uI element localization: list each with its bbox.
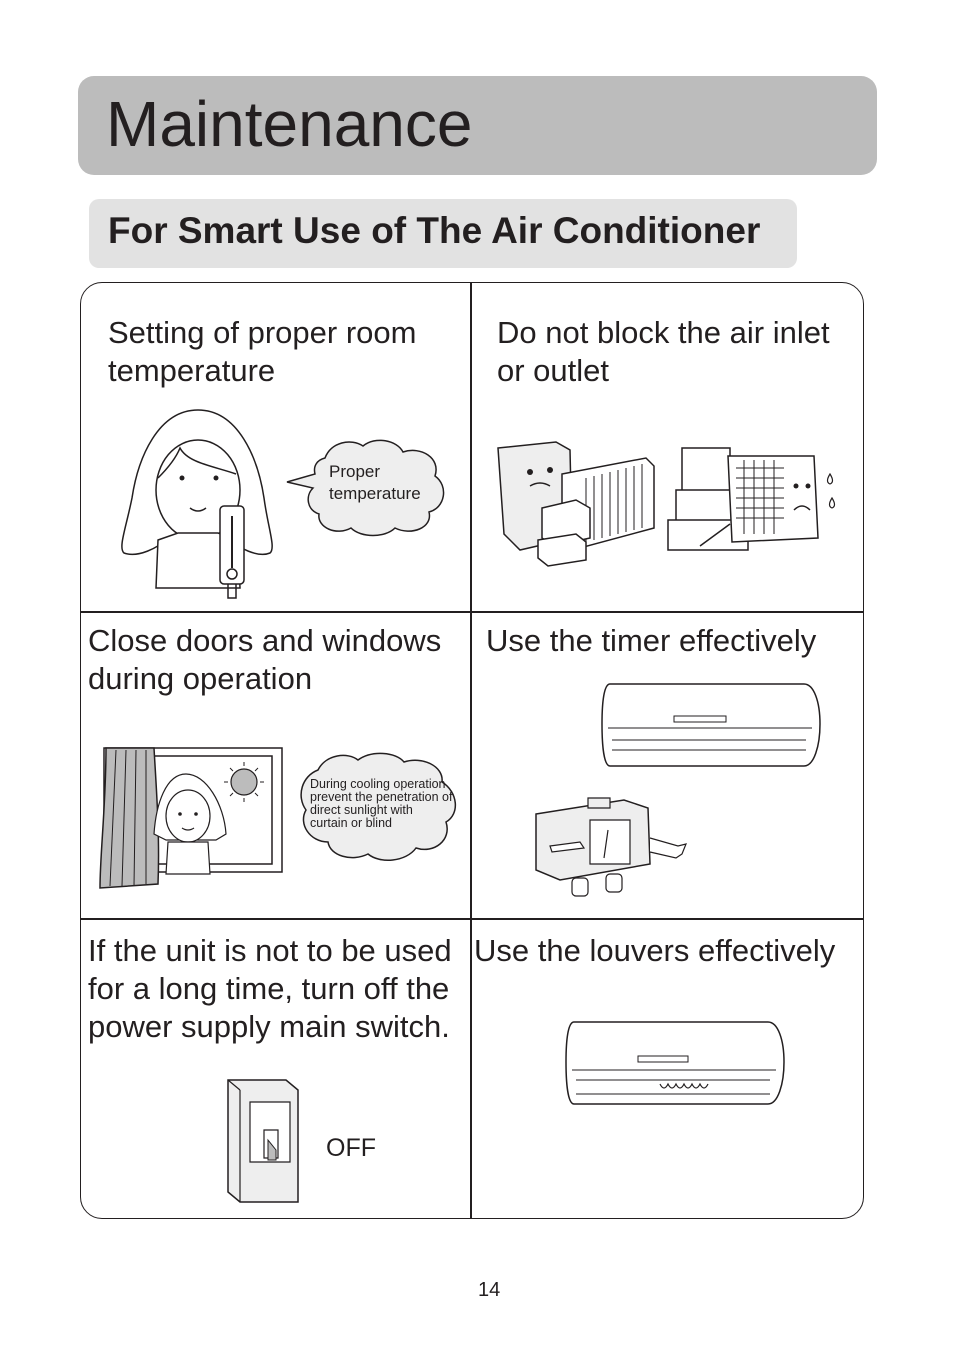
indoor-unit-illustration — [600, 682, 822, 770]
grid-vertical-divider — [470, 282, 472, 1219]
bubble-line: direct sunlight with — [310, 803, 413, 817]
grid-divider-row1 — [80, 611, 864, 613]
tip-title-line: temperature — [108, 353, 276, 388]
louver-unit-illustration — [564, 1020, 786, 1108]
bubble-line: curtain or blind — [310, 816, 392, 830]
tip-title-line: Setting of proper room — [108, 315, 417, 350]
tip-title-line: or outlet — [497, 353, 610, 388]
switch-off-label: OFF — [326, 1134, 376, 1162]
tip-title-line: Do not block the air inlet — [497, 315, 830, 350]
main-power-switch-icon — [226, 1078, 302, 1206]
tip-title-line: If the unit is not to be used — [88, 933, 452, 968]
tip-room-temperature-title — [108, 314, 416, 390]
section-subtitle: For Smart Use of The Air Conditioner — [108, 210, 761, 251]
blocked-air-units-illustration — [496, 438, 844, 568]
tip-main-switch-title — [88, 932, 452, 1046]
bubble-line: prevent the penetration of — [310, 790, 453, 804]
tip-air-inlet-title — [497, 314, 830, 390]
bubble-line: Proper — [329, 462, 381, 481]
tip-title-line: Close doors and windows — [88, 623, 442, 658]
grid-divider-row2 — [80, 918, 864, 920]
bubble-line: During cooling operation — [310, 777, 446, 791]
tip-title-line: for a long time, turn off the — [88, 971, 450, 1006]
proper-temperature-bubble-text — [329, 461, 421, 505]
tip-title-line: Use the timer effectively — [486, 623, 817, 658]
window-curtain-illustration — [96, 744, 286, 890]
tip-title-line: during operation — [88, 661, 313, 696]
sunlight-tip-bubble-text — [310, 778, 452, 830]
tip-timer-title — [486, 622, 816, 660]
page-number: 14 — [478, 1279, 501, 1301]
remote-timer-illustration — [530, 794, 690, 902]
tip-louvers-title — [474, 932, 835, 970]
bubble-line: temperature — [329, 484, 421, 503]
tip-title-line: Use the louvers effectively — [474, 933, 836, 968]
page-title: Maintenance — [106, 88, 473, 160]
tip-close-doors-title — [88, 622, 441, 698]
tip-title-line: power supply main switch. — [88, 1009, 450, 1044]
girl-thermometer-illustration — [118, 408, 278, 606]
